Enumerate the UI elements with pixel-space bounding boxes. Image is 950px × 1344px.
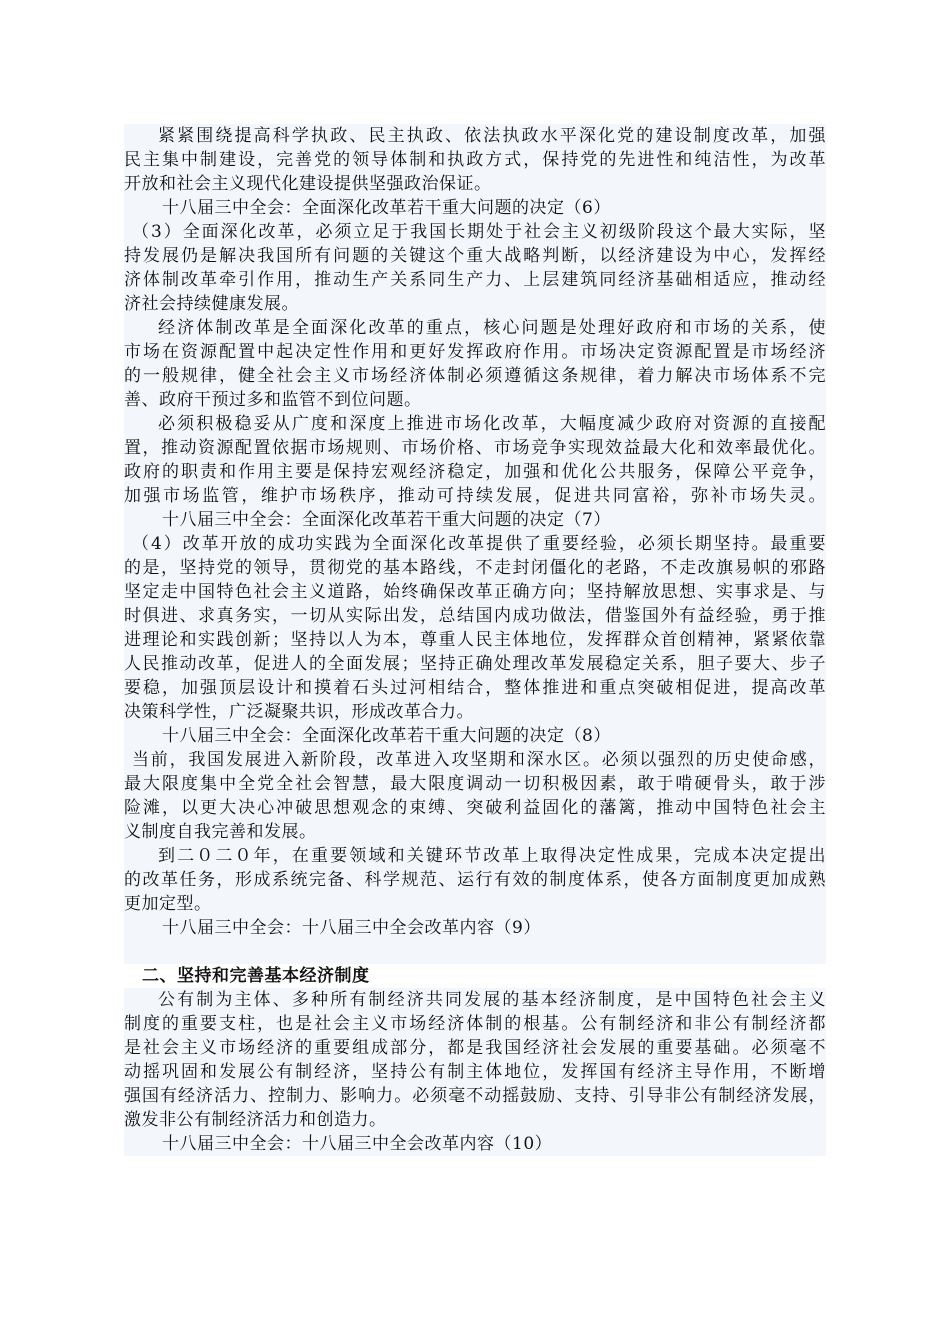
paragraph-line: 到二０二０年，在重要领域和关键环节改革上取得决定性成果，完成本决定提出 (158, 846, 826, 866)
paragraph-line: 坚定走中国特色社会主义道路，始终确保改革正确方向；坚持解放思想、实事求是、与 (124, 582, 826, 602)
paragraph-line: 决策科学性，广泛凝聚共识，形成改革合力。 (124, 702, 474, 722)
paragraph-line: 公有制为主体、多种所有制经济共同发展的基本经济制度，是中国特色社会主义 (158, 990, 826, 1010)
paragraph-line: 时俱进、求真务实，一切从实际出发，总结国内成功做法，借鉴国外有益经验，勇于推 (124, 606, 826, 626)
paragraph-line: 民主集中制建设，完善党的领导体制和执政方式，保持党的先进性和纯洁性，为改革 (124, 150, 826, 170)
paragraph-line: 经济体制改革是全面深化改革的重点，核心问题是处理好政府和市场的关系，使 (158, 318, 826, 338)
blank-line (124, 940, 826, 964)
section-heading: 二、坚持和完善基本经济制度 (124, 964, 826, 988)
paragraph-line: 持发展仍是解决我国所有问题的关键这个重大战略判断，以经济建设为中心，发挥经 (124, 246, 826, 266)
paragraph-line: 的是，坚持党的领导，贯彻党的基本路线，不走封闭僵化的老路，不走改旗易帜的邪路 (124, 558, 826, 578)
paragraph-line: 紧紧围绕提高科学执政、民主执政、依法执政水平深化党的建设制度改革，加强 (158, 126, 826, 146)
paragraph-line: 动摇巩固和发展公有制经济，坚持公有制主体地位，发挥国有经济主导作用，不断增 (124, 1062, 826, 1082)
paragraph-line: 市场在资源配置中起决定性作用和更好发挥政府作用。市场决定资源配置是市场经济 (124, 342, 826, 362)
paragraph-line: 开放和社会主义现代化建设提供坚强政治保证。 (124, 174, 492, 194)
paragraph-line: 最大限度集中全党全社会智慧，最大限度调动一切积极因素，敢于啃硬骨头，敢于涉 (124, 774, 826, 794)
section-caption: 十八届三中全会：十八届三中全会改革内容（9） (162, 918, 541, 938)
paragraph-line: 义制度自我完善和发展。 (124, 822, 317, 842)
paragraph-line: （3）全面深化改革，必须立足于我国长期处于社会主义初级阶段这个最大实际，坚 (132, 222, 826, 242)
paragraph-line: （4）改革开放的成功实践为全面深化改革提供了重要经验，必须长期坚持。最重要 (132, 534, 826, 554)
paragraph-line: 人民推动改革，促进人的全面发展；坚持正确处理改革发展稳定关系，胆子要大、步子 (124, 654, 826, 674)
paragraph-line: 激发非公有制经济活力和创造力。 (124, 1110, 387, 1130)
paragraph-line: 进理论和实践创新；坚持以人为本，尊重人民主体地位，发挥群众首创精神，紧紧依靠 (124, 630, 826, 650)
paragraph-line: 必须积极稳妥从广度和深度上推进市场化改革，大幅度减少政府对资源的直接配 (158, 414, 826, 434)
paragraph-line: 济体制改革牵引作用，推动生产关系同生产力、上层建筑同经济基础相适应，推动经 (124, 270, 826, 290)
paragraph-line: 是社会主义市场经济的重要组成部分，都是我国经济社会发展的重要基础。必须毫不 (124, 1038, 826, 1058)
paragraph-line: 制度的重要支柱，也是社会主义市场经济体制的根基。公有制经济和非公有制经济都 (124, 1014, 826, 1034)
document-body (124, 124, 826, 1156)
section-caption: 十八届三中全会：全面深化改革若干重大问题的决定（6） (162, 198, 611, 218)
paragraph-line: 要稳，加强顶层设计和摸着石头过河相结合，整体推进和重点突破相促进，提高改革 (124, 678, 826, 698)
paragraph-line: 险滩，以更大决心冲破思想观念的束缚、突破利益固化的藩篱，推动中国特色社会主 (124, 798, 826, 818)
paragraph-line: 政府的职责和作用主要是保持宏观经济稳定，加强和优化公共服务，保障公平竞争， (124, 462, 826, 482)
paragraph-line: 置，推动资源配置依据市场规则、市场价格、市场竞争实现效益最大化和效率最优化。 (124, 438, 826, 458)
paragraph-line: 善、政府干预过多和监管不到位问题。 (124, 390, 422, 410)
section-caption: 十八届三中全会：全面深化改革若干重大问题的决定（8） (162, 726, 611, 746)
section-caption: 十八届三中全会：全面深化改革若干重大问题的决定（7） (162, 510, 611, 530)
section-caption: 十八届三中全会：十八届三中全会改革内容（10） (162, 1134, 553, 1154)
paragraph-line: 的一般规律，健全社会主义市场经济体制必须遵循这条规律，着力解决市场体系不完 (124, 366, 826, 386)
paragraph-line: 的改革任务，形成系统完备、科学规范、运行有效的制度体系，使各方面制度更加成熟 (124, 870, 826, 890)
paragraph-line: 加强市场监管，维护市场秩序，推动可持续发展，促进共同富裕，弥补市场失灵。 (124, 486, 826, 506)
paragraph-line: 当前，我国发展进入新阶段，改革进入攻坚期和深水区。必须以强烈的历史使命感， (132, 750, 826, 770)
paragraph-line: 更加定型。 (124, 894, 212, 914)
paragraph-line: 济社会持续健康发展。 (124, 294, 299, 314)
paragraph-line: 强国有经济活力、控制力、影响力。必须毫不动摇鼓励、支持、引导非公有制经济发展， (124, 1086, 826, 1106)
